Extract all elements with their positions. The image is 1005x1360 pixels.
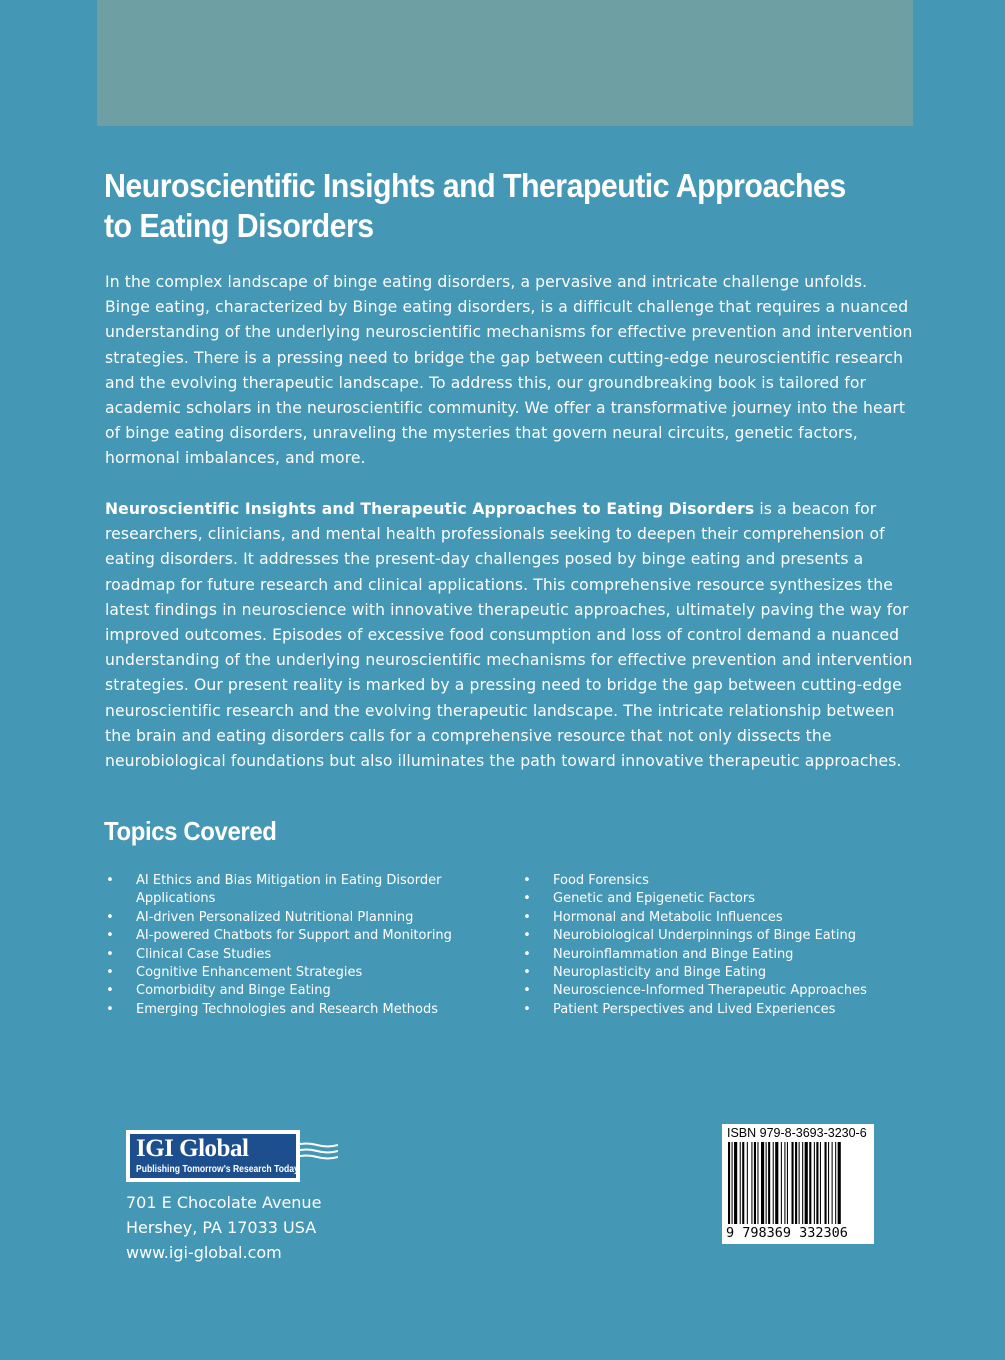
barcode-bar [838,1142,841,1224]
barcode-bar [795,1142,797,1224]
bullet-icon: • [106,1001,114,1017]
publisher-logo-box [126,1130,300,1182]
topic-item [105,982,485,1000]
topic-item [105,872,485,909]
barcode-bar [768,1142,770,1224]
bullet-icon: • [523,891,531,907]
barcode-bar [751,1142,752,1224]
publisher-address [126,1190,321,1265]
bullet-icon: • [523,928,531,944]
topic-label: Genetic and Epigenetic Factors [553,891,756,907]
bullet-icon: • [106,983,114,999]
topic-label: Neurobiological Underpinnings of Binge Eating [553,928,856,944]
topic-label: AI-powered Chatbots for Support and Monitoring [136,928,452,944]
topic-item [105,909,485,927]
description-paragraph-2 [105,497,915,774]
topic-label: Neuroplasticity and Binge Eating [553,965,767,981]
barcode-bar [784,1142,785,1224]
barcode-bar [799,1142,800,1224]
isbn-barcode [722,1124,874,1244]
bullet-icon: • [523,1001,531,1017]
publisher-website: www.igi-global.com [126,1243,282,1262]
bullet-icon: • [106,965,114,981]
bullet-icon: • [523,983,531,999]
description-paragraph-2-title: Neuroscientific Insights and Therapeutic Approaches to Eating Disorders [105,500,755,518]
barcode-bar [805,1142,808,1224]
top-band [97,0,913,126]
barcode-bar [816,1142,818,1224]
barcode-bar [773,1142,774,1224]
barcode-bar [820,1142,821,1224]
book-title-line1: Neuroscientific Insights and Therapeutic Approaches [104,167,846,204]
barcode-bar [787,1142,788,1224]
barcode-digits: 9 798369 332306 [726,1225,848,1241]
bullet-icon: • [106,909,114,925]
topic-label: Patient Perspectives and Lived Experiences [553,1001,836,1017]
barcode-bar [775,1142,778,1224]
book-title [104,166,858,246]
bullet-icon: • [523,873,531,888]
bullet-icon: • [106,873,114,888]
topic-label: Hormonal and Metabolic Influences [553,909,783,925]
publisher-name: IGI Global [136,1135,249,1162]
bullet-icon: • [106,928,114,944]
publisher-tagline: Publishing Tomorrow's Research Today [136,1164,299,1175]
book-title-line2: to Eating Disorders [104,207,374,244]
barcode-bar [814,1142,815,1224]
bullet-icon: • [106,946,114,962]
publisher-logo-inner [129,1133,297,1179]
barcode-bar [781,1142,782,1224]
publisher-logo [126,1130,340,1184]
bullet-icon: • [523,909,531,925]
topic-item [105,964,485,982]
barcode-bar [761,1142,764,1224]
topic-item [522,872,942,890]
barcode-bar [835,1142,836,1224]
topic-label: Neuroscience-Informed Therapeutic Approaches [553,983,867,999]
topic-item [522,890,942,908]
topic-label: Food Forensics [553,873,649,888]
topic-item [522,946,942,964]
topic-item [522,1001,942,1019]
bullet-icon: • [523,965,531,981]
description-paragraph-1: In the complex landscape of binge eating disorders, a pervasive and intricate challenge unfolds. Binge eating, characterized by Binge eating disorders, is a difficult challenge that requires a nuanced understanding of the underlying neuroscientific mechanisms for effective prevention and intervention strategies. There is a pressing need to bridge the gap between cutting-edge neuroscientific research and the evolving therapeutic landscape. To address this, our groundbreaking book is tailored for academic scholars in the neuroscientific community. We offer a transformative journey into the heart of binge eating disorders, unraveling the mysteries that govern neural circuits, genetic factors, hormonal imbalances, and more. [105,273,913,468]
barcode-bar [828,1142,829,1224]
topic-label: Emerging Technologies and Research Methods [136,1001,439,1017]
address-line-2: Hershey, PA 17033 USA [126,1218,317,1237]
description-paragraph-2-text: is a beacon for researchers, clinicians, and mental health professionals seeking to deepen their comprehension of eating disorders. It addresses the present-day challenges posed by binge eating and presents a roadmap for future research and clinical applications. This comprehensive resource synthesizes the latest findings in neuroscience with innovative therapeutic approaches, ultimately paving the way for improved outcomes. Episodes of excessive food consumption and loss of control demand a nuanced understanding of the underlying neuroscientific mechanisms for effective prevention and intervention strategies. Our present reality is marked by a pressing need to bridge the gap between cutting-edge neuroscientific research and the evolving therapeutic landscape. The intricate relationship between the brain and eating disorders calls for a comprehensive resource that not only dissects the neurobiological foundations but also illuminates the path toward innovative therapeutic approaches. [105,500,913,771]
barcode-bar [747,1142,748,1224]
barcode-bar [754,1142,756,1224]
barcode-bar [728,1142,730,1224]
topic-label: Cognitive Enhancement Strategies [136,965,363,981]
topic-label: AI Ethics and Bias Mitigation in Eating Disorder Applications [136,873,442,907]
barcode-bar [732,1142,733,1224]
barcode-bar [802,1142,803,1224]
barcode-bar [742,1142,744,1224]
topic-label: Neuroinflammation and Binge Eating [553,946,794,962]
barcode-bar [734,1142,737,1224]
topic-item [105,1001,485,1019]
topics-list-left [105,872,485,1019]
topic-label: Comorbidity and Binge Eating [136,983,331,999]
topic-label: Clinical Case Studies [136,946,272,962]
topic-item [522,982,942,1000]
topic-item [105,946,485,964]
barcode-bar [792,1142,794,1224]
barcode-bar [809,1142,811,1224]
barcode-bar [757,1142,758,1224]
isbn-label: ISBN 979-8-3693-3230-6 [727,1126,867,1140]
topic-item [105,927,485,945]
barcode-bars-icon [726,1142,870,1226]
topic-item [522,964,942,982]
topic-item [522,909,942,927]
topic-item [522,927,942,945]
address-line-1: 701 E Chocolate Avenue [126,1193,322,1212]
barcode-bar [766,1142,767,1224]
barcode-bar [740,1142,741,1224]
topics-list-right [522,872,942,1019]
bullet-icon: • [523,946,531,962]
logo-waves-icon [296,1142,338,1164]
topic-label: AI-driven Personalized Nutritional Planning [136,909,414,925]
barcode-bar [832,1142,833,1224]
barcode-bar [825,1142,827,1224]
topics-heading: Topics Covered [104,816,277,846]
